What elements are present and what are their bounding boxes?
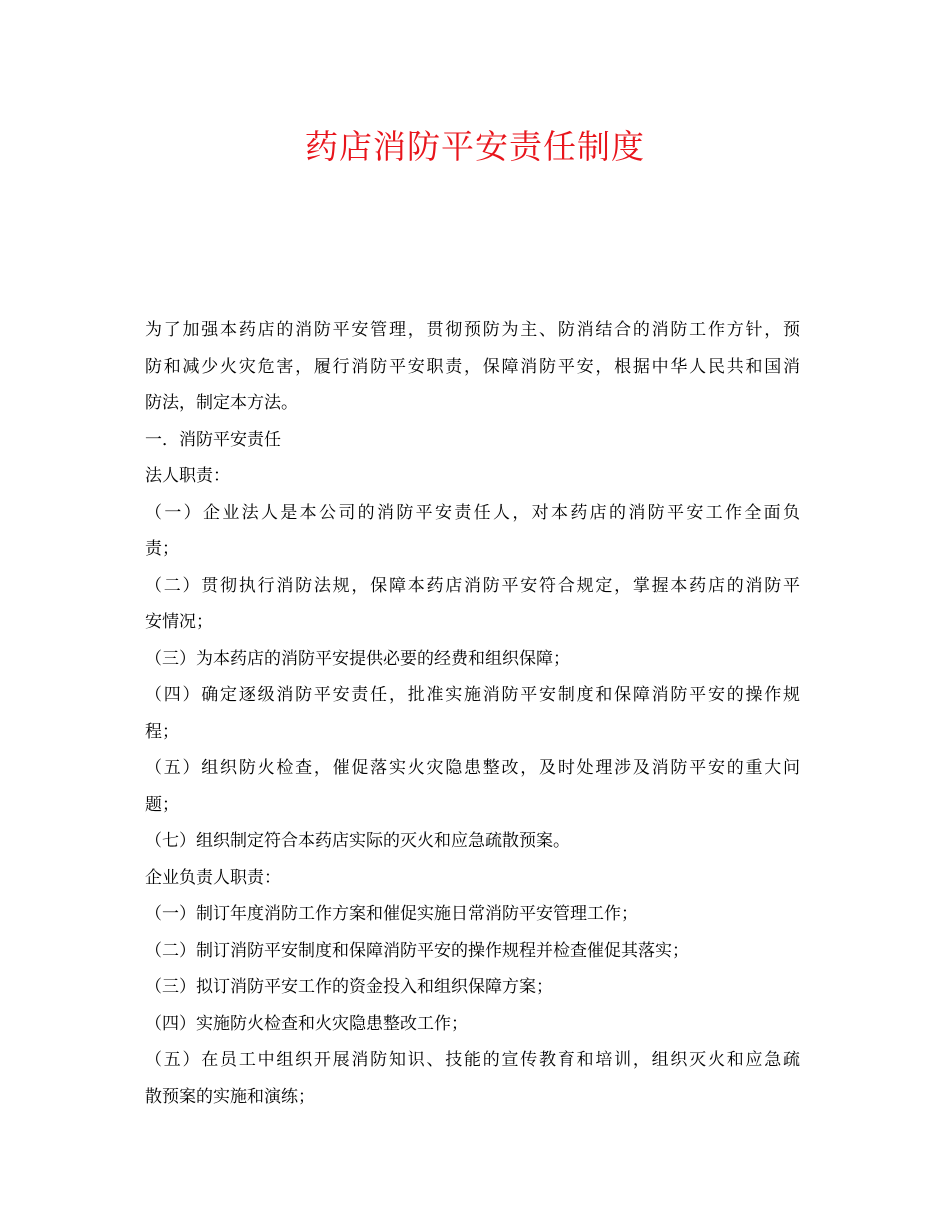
paragraph-line: 安情况； bbox=[145, 612, 213, 632]
paragraph-line: 企业负责人职责： bbox=[145, 867, 281, 888]
paragraph-line: （二）制订消防平安制度和保障消防平安的操作规程并检查催促其落实； bbox=[145, 940, 689, 961]
paragraph-line: （五）组织防火检查，催促落实火灾隐患整改，及时处理涉及消防平安的重大问 bbox=[145, 758, 800, 778]
paragraph-line: 程； bbox=[145, 721, 179, 742]
paragraph-line: （一）制订年度消防工作方案和催促实施日常消防平安管理工作； bbox=[145, 904, 638, 924]
paragraph-line: （三）为本药店的消防平安提供必要的经费和组织保障； bbox=[145, 648, 570, 669]
document-title: 药店消防平安责任制度 bbox=[305, 127, 645, 166]
paragraph-line: 题； bbox=[145, 794, 179, 815]
paragraph-line: （四）确定逐级消防平安责任，批准实施消防平安制度和保障消防平安的操作规 bbox=[145, 685, 800, 705]
paragraph-line: （二）贯彻执行消防法规，保障本药店消防平安符合规定，掌握本药店的消防平 bbox=[145, 575, 800, 596]
paragraph-line: 防法，制定本方法。 bbox=[145, 393, 298, 413]
paragraph-line: 法人职责： bbox=[145, 466, 230, 486]
paragraph-line: （三）拟订消防平安工作的资金投入和组织保障方案； bbox=[145, 977, 553, 997]
paragraph-line: （四）实施防火检查和火灾隐患整改工作； bbox=[145, 1013, 468, 1034]
paragraph-line: （五）在员工中组织开展消防知识、技能的宣传教育和培训，组织灭火和应急疏 bbox=[145, 1050, 800, 1070]
paragraph-line: 为了加强本药店的消防平安管理，贯彻预防为主、防消结合的消防工作方针，预 bbox=[145, 320, 800, 340]
paragraph-line: 防和减少火灾危害，履行消防平安职责，保障消防平安，根据中华人民共和国消 bbox=[145, 356, 800, 377]
paragraph-line: 散预案的实施和演练； bbox=[145, 1086, 315, 1107]
paragraph-line: 一．消防平安责任 bbox=[145, 429, 281, 450]
paragraph-line: 责； bbox=[145, 539, 179, 559]
paragraph-line: （一）企业法人是本公司的消防平安责任人，对本药店的消防平安工作全面负 bbox=[145, 502, 800, 523]
document-body bbox=[145, 312, 800, 1115]
paragraph-line: （七）组织制定符合本药店实际的灭火和应急疏散预案。 bbox=[145, 831, 570, 851]
